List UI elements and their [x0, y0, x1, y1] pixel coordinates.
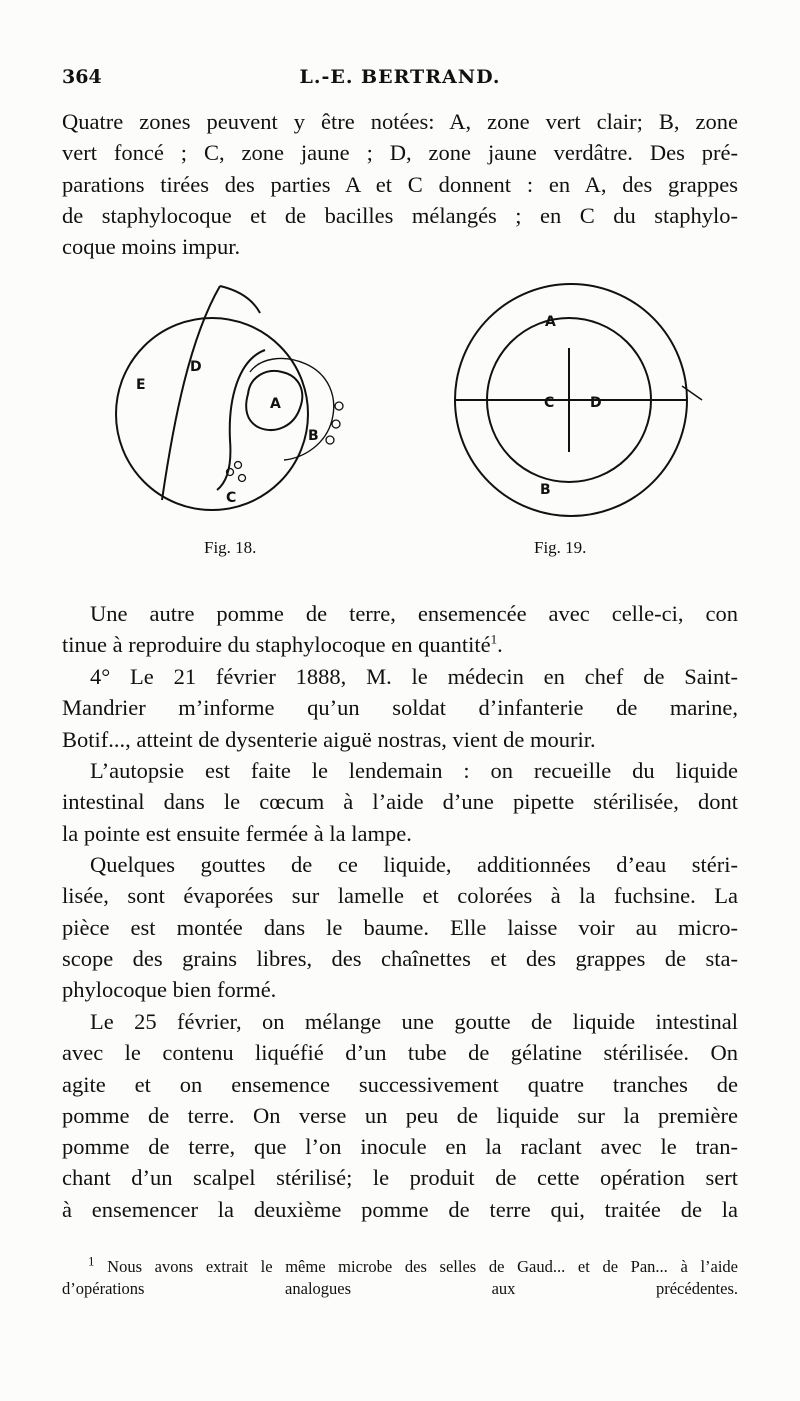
paragraph-microscope: [62, 849, 738, 1005]
text-line: Botif..., atteint de dysenterie aiguë nostras, vient de mourir.: [62, 726, 596, 752]
footnote-line: [62, 1253, 739, 1278]
fig18-label-b: B: [308, 428, 319, 444]
text-segment: tinue à reproduire du staphylocoque en quantité: [62, 632, 491, 658]
text-line: avec le contenu liquéfié d’un tube de gélatine stérilisée. On: [62, 1040, 738, 1066]
text-line: L’autopsie est faite le lendemain : on recueille du liquide: [90, 758, 738, 783]
paragraph-case-4: [62, 661, 738, 755]
page-header: [62, 66, 738, 94]
page-number: 364: [62, 66, 102, 88]
text-line: Quelques gouttes de ce liquide, additionnées d’eau stéri-: [90, 852, 738, 877]
running-head: L.-E. BERTRAND.: [299, 66, 501, 88]
text-line: Une autre pomme de terre, ensemencée avec celle-ci, con: [90, 601, 738, 626]
text-line: Mandrier m’informe qu’un soldat d’infanterie de marine,: [62, 695, 738, 721]
text-line: de staphylocoque et de bacilles mélangés ; en C du staphylo-: [62, 202, 738, 228]
text-line: pomme de terre, que l’on inocule en la raclant avec le tran-: [62, 1134, 738, 1160]
text-line: scope des grains libres, des chaînettes et des grappes de sta-: [62, 945, 738, 971]
fig18-label-d: D: [190, 359, 202, 375]
figures-drawing: [62, 268, 738, 568]
text-line: pièce est montée dans le baume. Elle laisse voir au micro-: [62, 914, 738, 940]
text-line: intestinal dans le cœcum à l’aide d’une pipette stérilisée, dont: [62, 789, 738, 815]
footnote-marker[interactable]: 1: [490, 631, 498, 647]
text-line: à ensemencer la deuxième pomme de terre qui, traitée de la: [62, 1196, 738, 1222]
text-line: Quatre zones peuvent y être notées: A, zone vert clair; B, zone: [62, 109, 738, 134]
text-line-with-footnote: [62, 629, 738, 660]
text-segment: .: [497, 632, 503, 658]
paragraph-second-potato: [62, 598, 738, 661]
footnote-number: 1: [88, 1253, 95, 1269]
text-line: coque moins impur.: [62, 234, 241, 260]
figures: [62, 268, 738, 568]
footnote-text: Nous avons extrait le même microbe des selles de Gaud... et de Pan... à l’aide: [107, 1257, 739, 1276]
fig18-boundary-d: [217, 350, 265, 490]
text-line: phylocoque bien formé.: [62, 977, 277, 1003]
fig19-label-c: C: [544, 395, 555, 411]
figure-18: [116, 286, 343, 510]
figure-19: [455, 284, 702, 516]
figure-19-caption: Fig. 19.: [534, 538, 587, 557]
figure-19-labels: [540, 314, 602, 498]
text-line: Le 25 février, on mélange une goutte de liquide intestinal: [90, 1009, 738, 1034]
text-line: 4° Le 21 février 1888, M. le médecin en chef de Saint-: [90, 664, 738, 689]
fig19-diagonal-line: [682, 386, 702, 400]
footnote: [62, 1253, 739, 1300]
footnote-line: d’opérations analogues aux précédentes.: [62, 1279, 738, 1298]
text-line: parations tirées des parties A et C donnent : en A, des grappes: [62, 171, 738, 197]
fig18-label-c: C: [226, 490, 237, 506]
text-line: lisée, sont évaporées sur lamelle et colorées à la fuchsine. La: [62, 883, 738, 909]
fig19-label-a: A: [545, 314, 556, 330]
paragraph-zones: [62, 106, 738, 262]
fig19-label-b: B: [540, 482, 551, 498]
paragraph-autopsy: [62, 755, 738, 849]
fig18-label-a: A: [270, 396, 281, 412]
fig18-boundary-d-top: [220, 286, 260, 313]
text-line: chant d’un scalpel stérilisé; le produit de cette opération sert: [62, 1165, 738, 1191]
figure-18-caption: Fig. 18.: [204, 538, 257, 557]
fig18-outer-circle: [116, 318, 308, 510]
figure-18-labels: [136, 359, 319, 506]
text-line: vert foncé ; C, zone jaune ; D, zone jaune verdâtre. Des pré-: [62, 140, 738, 166]
text-line: la pointe est ensuite fermée à la lampe.: [62, 820, 412, 846]
text-line: pomme de terre. On verse un peu de liquide sur la première: [62, 1102, 738, 1128]
paragraph-culture: [62, 1006, 738, 1225]
text-line: agite et on ensemence successivement quatre tranches de: [62, 1071, 738, 1097]
fig19-label-d: D: [590, 395, 602, 411]
fig18-label-e: E: [136, 377, 146, 393]
